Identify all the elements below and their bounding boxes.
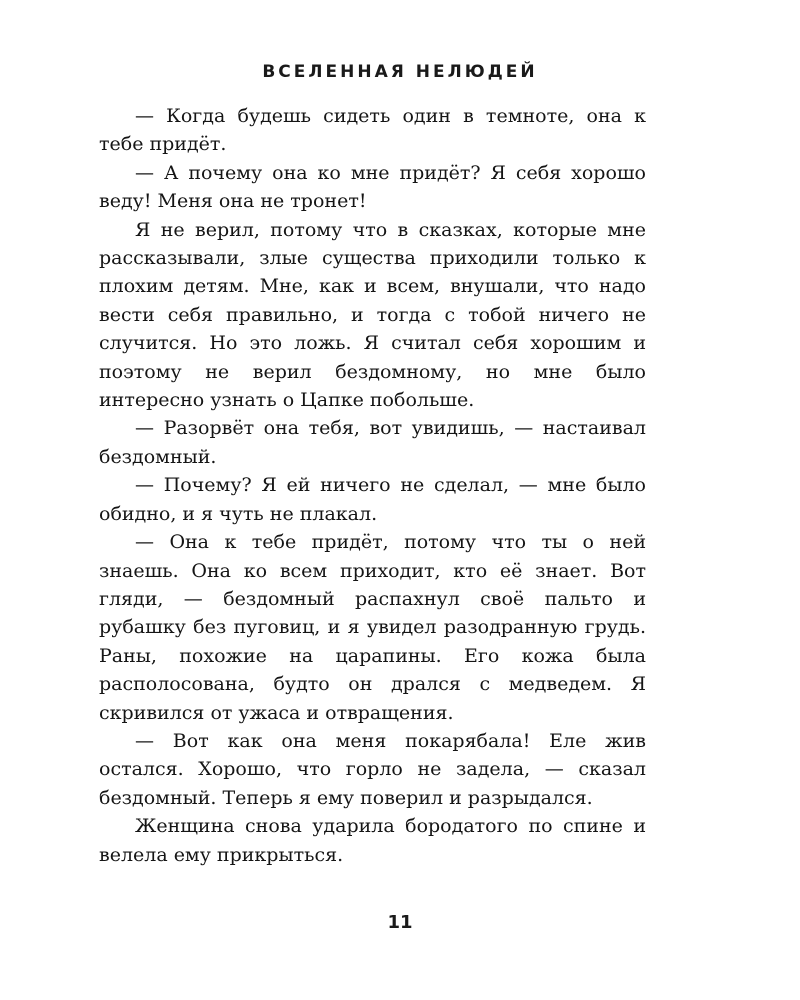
running-head: ВСЕЛЕННАЯ НЕЛЮДЕЙ [262, 62, 538, 82]
paragraph: — Когда будешь сидеть один в темноте, она к тебе придёт. [99, 105, 646, 156]
paragraph: — Почему? Я ей ничего не сделал, — мне было обидно, и я чуть не плакал. [99, 474, 646, 525]
paragraph: Я не верил, потому что в сказках, которые мне рассказывали, злые существа приходили только к плохим детям. Мне, как и всем, внушали, что надо вести себя правильно, и тогда с тобой ничего не случится. Но это ложь. Я считал себя хорошим и поэтому не верил бездомному, но мне было интересно узнать о Цапке побольше. [99, 218, 646, 412]
page-number: 11 [387, 912, 413, 933]
paragraph: — Разорвёт она тебя, вот увидишь, — настаивал бездомный. [99, 417, 646, 468]
paragraph: Женщина снова ударила бородатого по спине и велела ему прикрыться. [99, 815, 646, 866]
paragraph: — Вот как она меня покарябала! Еле жив остался. Хорошо, что горло не задела, — сказал бездомный. Теперь я ему поверил и разрыдался. [99, 729, 646, 809]
body-text [99, 102, 646, 869]
paragraph: — Она к тебе придёт, потому что ты о ней знаешь. Она ко всем приходит, кто её знает. Вот гляди, — бездомный распахнул своё пальто и рубашку без пуговиц, и я увидел разодранную грудь. Раны, похожие на царапины. Его кожа была располосована, будто он дрался с медведем. Я скривился от ужаса и отвращения. [99, 531, 646, 724]
paragraph: — А почему она ко мне придёт? Я себя хорошо веду! Меня она не тронет! [99, 161, 646, 213]
